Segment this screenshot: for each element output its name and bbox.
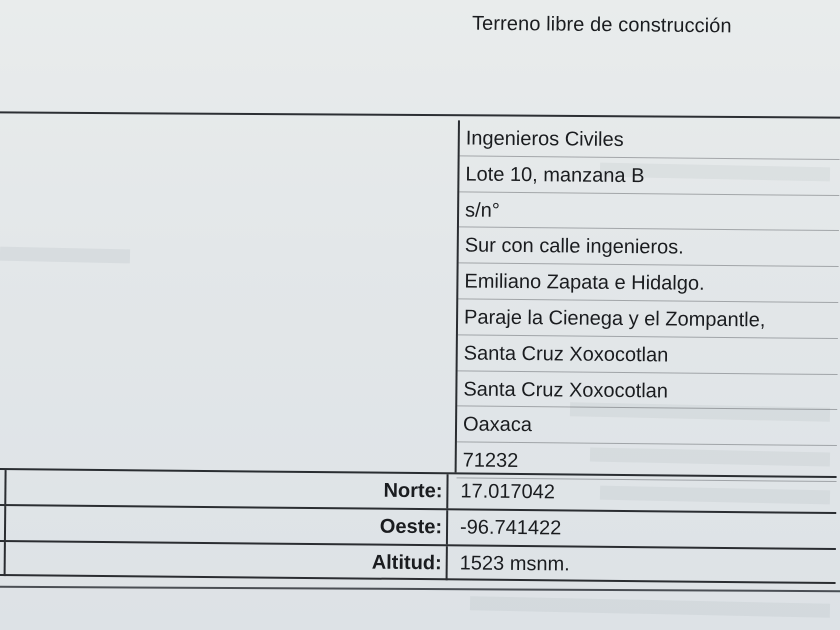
detail-row-number: s/n°	[459, 192, 839, 231]
show-through-text	[470, 596, 830, 618]
coordinate-value: -96.741422	[459, 516, 562, 540]
page-title: Terreno libre de construcción	[471, 12, 732, 38]
coordinate-label: Oeste:	[4, 506, 448, 544]
coordinate-label: Norte:	[4, 470, 448, 508]
table-value-column	[457, 120, 840, 482]
detail-row-postal-code: 71232	[457, 443, 837, 482]
detail-row-company: Ingenieros Civiles	[460, 120, 840, 159]
coordinate-label: Altitud:	[4, 542, 448, 580]
detail-row-street: Sur con calle ingenieros.	[459, 228, 839, 267]
detail-row-locality: Paraje la Cienega y el Zompantle,	[458, 299, 838, 338]
detail-row-city: Santa Cruz Xoxocotlan	[457, 371, 837, 410]
detail-row-state: Oaxaca	[457, 407, 837, 446]
table-label-column	[0, 116, 460, 472]
detail-row-municipality: Santa Cruz Xoxocotlan	[458, 335, 838, 374]
detail-row-lot: Lote 10, manzana B	[459, 156, 839, 195]
property-table	[0, 116, 840, 590]
coordinate-row-altitude	[0, 540, 836, 584]
coordinate-value: 17.017042	[460, 480, 556, 504]
coordinate-value: 1523 msnm.	[459, 552, 570, 576]
detail-row-between-streets: Emiliano Zapata e Hidalgo.	[458, 264, 838, 303]
